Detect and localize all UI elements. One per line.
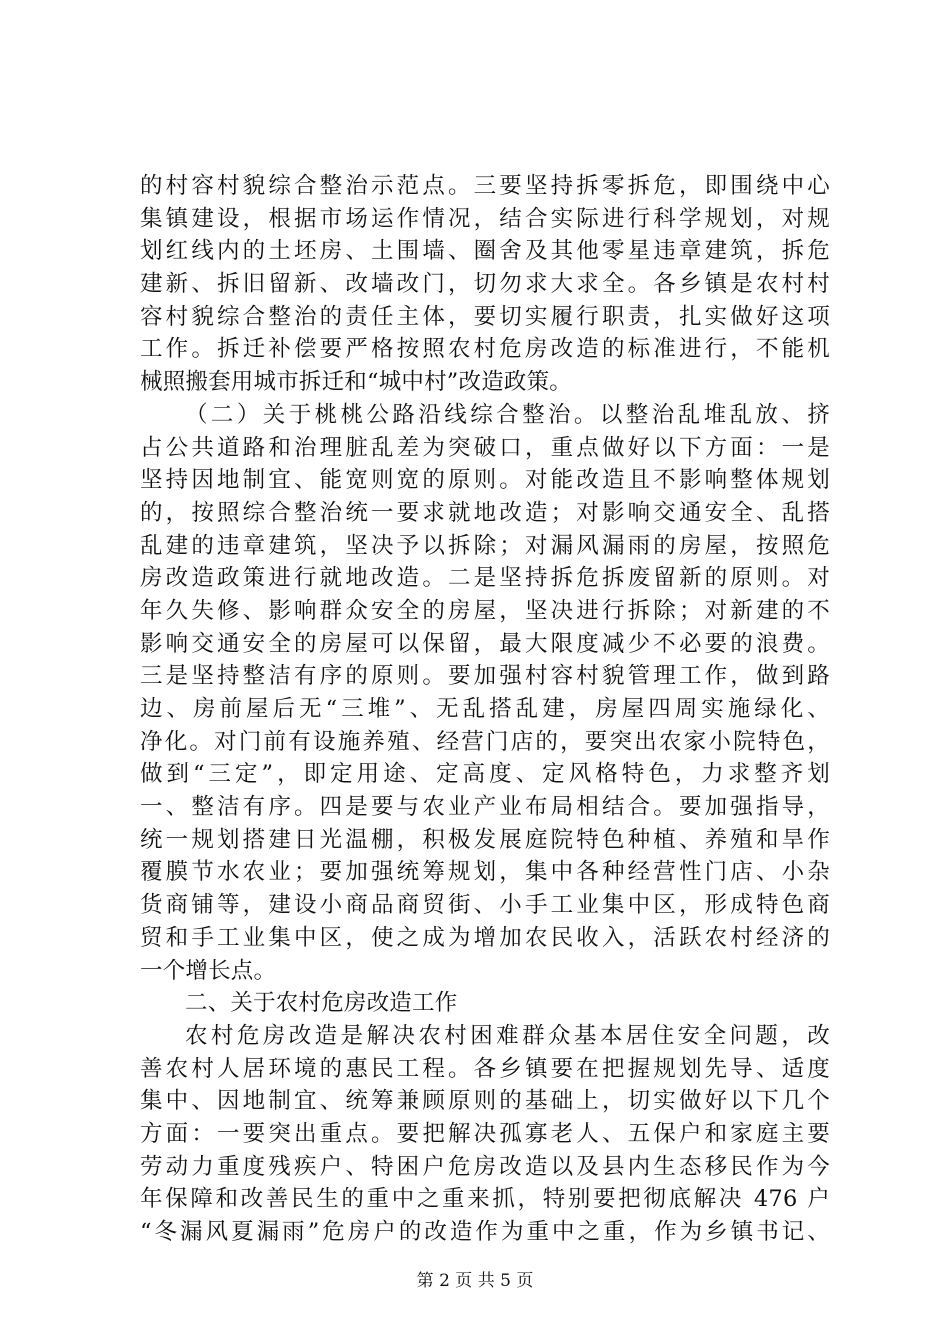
text-line: 覆膜节水农业；要加强统筹规划，集中各种经营性门店、小杂 <box>140 859 830 886</box>
text-line: 年保障和改善民生的重中之重来抓，特别要把彻底解决 476 户 <box>140 1186 830 1213</box>
text-line: “冬漏风夏漏雨”危房户的改造作为重中之重，作为乡镇书记、 <box>140 1219 830 1245</box>
text-line: 做到“三定”，即定用途、定高度、定风格特色，力求整齐划 <box>140 761 830 788</box>
text-line: 边、房前屋后无“三堆”、无乱搭乱建，房屋四周实施绿化、 <box>140 696 830 722</box>
text-line: 械照搬套用城市拆迁和“城中村”改造政策。 <box>140 369 573 396</box>
text-line: 善农村人居环境的惠民工程。各乡镇要在把握规划先导、适度 <box>140 1055 830 1082</box>
text-line: 一个增长点。 <box>140 957 277 984</box>
text-line: 集中、因地制宜、统筹兼顾原则的基础上，切实做好以下几个 <box>140 1088 830 1115</box>
text-line: 乱建的违章建筑，坚决予以拆除；对漏风漏雨的房屋，按照危 <box>140 532 830 559</box>
text-line: 建新、拆旧留新、改墙改门，切勿求大求全。各乡镇是农村村 <box>140 271 830 298</box>
text-line: 贸和手工业集中区，使之成为增加农民收入，活跃农村经济的 <box>140 924 830 951</box>
text-line: 三是坚持整洁有序的原则。要加强村容村貌管理工作，做到路 <box>140 663 830 690</box>
text-line: 农村危房改造是解决农村困难群众基本居住安全问题，改 <box>185 1022 830 1049</box>
page-footer: 第 2 页 共 5 页 <box>416 1271 534 1291</box>
text-line: 的村容村貌综合整治示范点。三要坚持拆零拆危，即围绕中心 <box>140 173 830 199</box>
text-line: 坚持因地制宜、能宽则宽的原则。对能改造且不影响整体规划 <box>140 467 830 494</box>
text-line: 集镇建设，根据市场运作情况，结合实际进行科学规划，对规 <box>140 205 830 232</box>
text-line: 影响交通安全的房屋可以保留，最大限度减少不必要的浪费。 <box>140 630 830 657</box>
text-line: 净化。对门前有设施养殖、经营门店的，要突出农家小院特色， <box>140 728 830 755</box>
text-line: 劳动力重度残疾户、特困户危房改造以及县内生态移民作为今 <box>140 1153 830 1180</box>
text-line: 年久失修、影响群众安全的房屋，坚决进行拆除；对新建的不 <box>140 597 830 624</box>
text-line: 方面：一要突出重点。要把解决孤寡老人、五保户和家庭主要 <box>140 1120 830 1147</box>
text-line: 货商铺等，建设小商品商贸街、小手工业集中区，形成特色商 <box>140 892 830 919</box>
text-line: 工作。拆迁补偿要严格按照农村危房改造的标准进行，不能机 <box>140 336 830 363</box>
text-line: 划红线内的土坯房、土围墙、圈舍及其他零星违章建筑，拆危 <box>140 238 830 265</box>
text-line: 的，按照综合整治统一要求就地改造；对影响交通安全、乱搭 <box>140 499 830 526</box>
text-line: 二、关于农村危房改造工作 <box>185 990 458 1017</box>
text-line: 统一规划搭建日光温棚，积极发展庭院特色种植、养殖和旱作 <box>140 826 830 853</box>
text-line: 房改造政策进行就地改造。二是坚持拆危拆废留新的原则。对 <box>140 565 830 592</box>
text-line: 占公共道路和治理脏乱差为突破口，重点做好以下方面：一是 <box>140 434 830 461</box>
text-line: 一、整洁有序。四是要与农业产业布局相结合。要加强指导， <box>140 794 830 821</box>
text-line: （二）关于桃桃公路沿线综合整治。以整治乱堆乱放、挤 <box>185 401 830 428</box>
text-line: 容村貌综合整治的责任主体，要切实履行职责，扎实做好这项 <box>140 303 830 330</box>
body-text <box>140 170 830 1249</box>
